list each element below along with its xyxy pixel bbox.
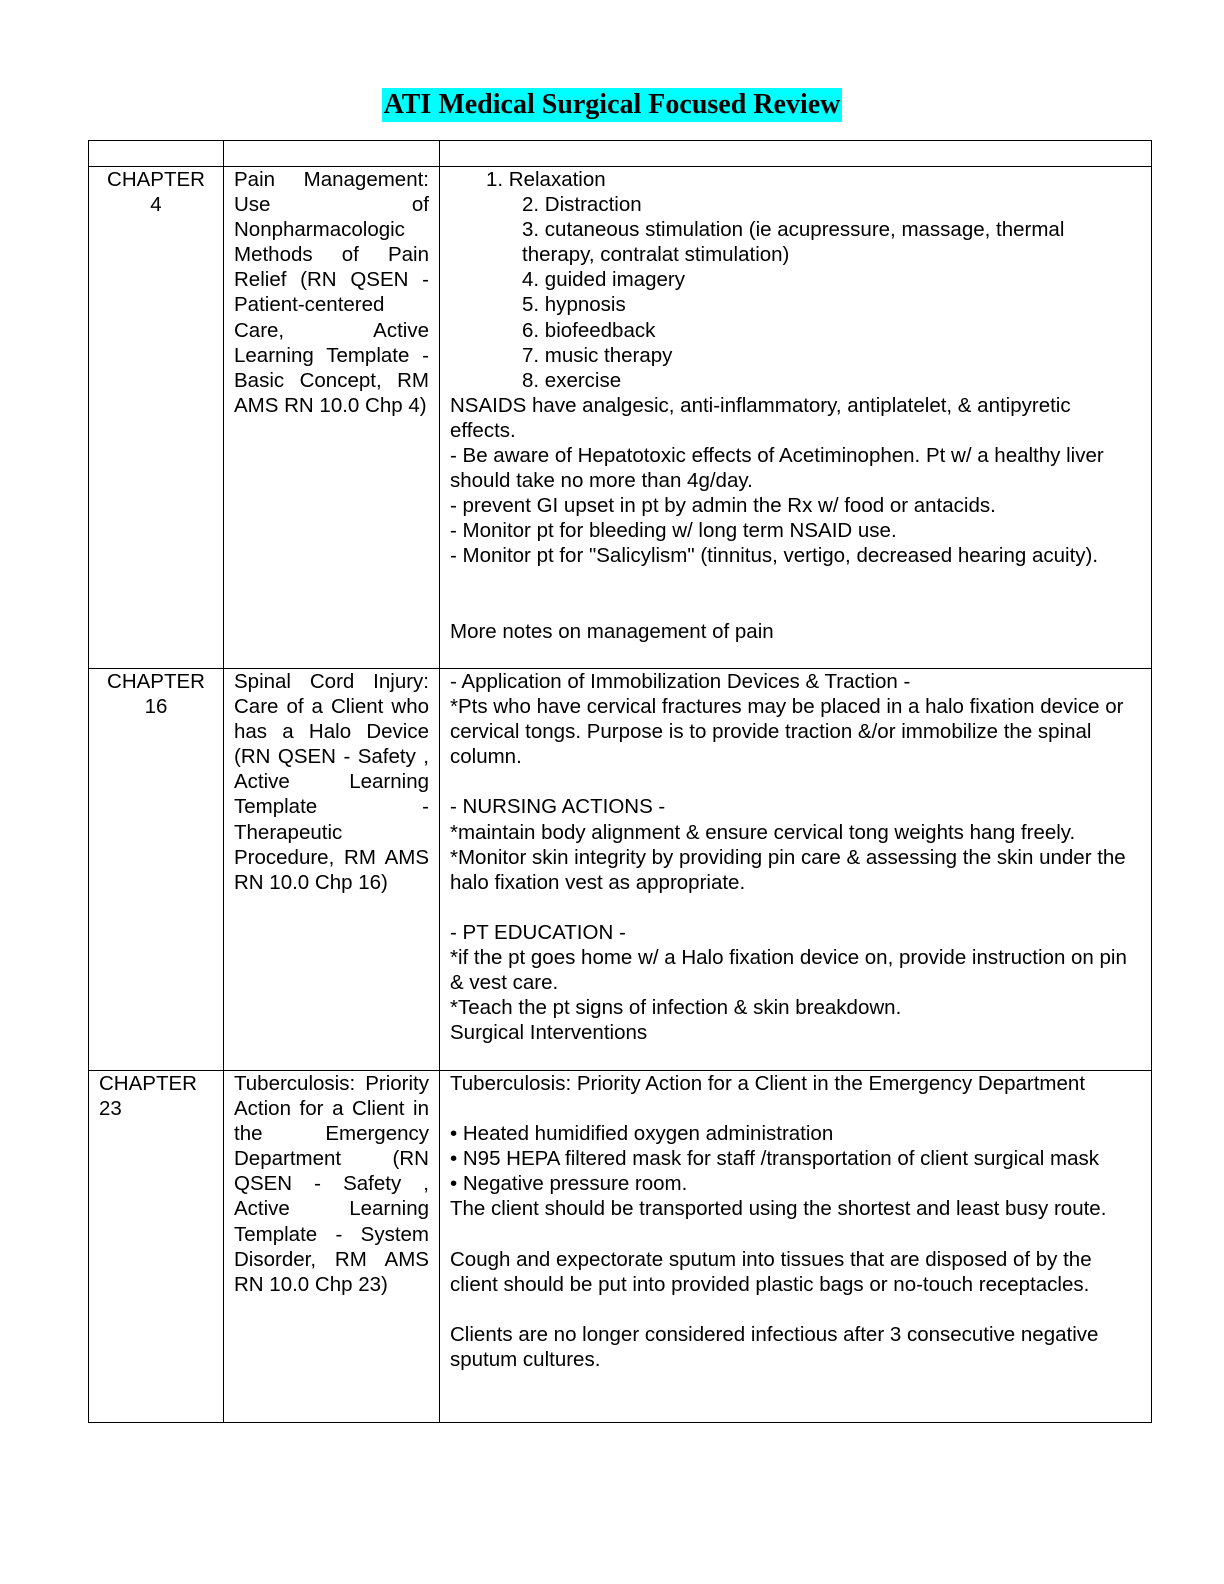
review-table (88, 140, 1152, 1423)
list-item: 7. music therapy (522, 343, 673, 367)
list-item: 1. Relaxation (486, 168, 606, 191)
bullet-item: • Negative pressure room. (450, 1172, 688, 1196)
list-item: 3. cutaneous stimulation (ie acupressure, massage, thermal therapy, contralat stimulation) (522, 218, 1065, 267)
chapter-cell (89, 167, 224, 669)
chapter-number: 16 (144, 695, 168, 719)
chapter-cell (89, 1071, 224, 1423)
notes-cell (440, 1071, 1152, 1423)
note-line: NSAIDS have analgesic, anti-inflammatory, antiplatelet, & antipyretic effects. (450, 393, 1071, 442)
note-footer: More notes on management of pain (450, 619, 774, 643)
note-line: - Monitor pt for bleeding w/ long term NSAID use. (450, 519, 897, 543)
spacer (450, 569, 1141, 619)
notes-cell (440, 669, 1152, 1071)
bullet-item: • N95 HEPA filtered mask for staff /transportation of client surgical mask (450, 1147, 1100, 1171)
topic-cell: Tuberculosis: Priority Action for a Client in the Emergency Department (RN QSEN - Safety , Active Learning Template - System Disorder, RM AMS RN 10.0 Chp 23) (224, 1071, 440, 1423)
title-wrap (0, 88, 1224, 122)
chapter-word: CHAPTER (107, 168, 205, 191)
note-line: The client should be transported using the shortest and least busy route. (450, 1197, 1107, 1221)
note-line: *Monitor skin integrity by providing pin care & assessing the skin under the halo fixation vest as appropriate. (450, 845, 1126, 894)
notes-cell (440, 167, 1152, 669)
chapter-number: 4 (150, 193, 162, 217)
spacer (450, 895, 1141, 920)
header-cell (224, 141, 440, 167)
spacer (450, 1222, 1141, 1247)
section-heading: Tuberculosis: Priority Action for a Client in the Emergency Department (450, 1072, 1086, 1095)
list-item: 8. exercise (522, 368, 622, 392)
bullet-item: • Heated humidified oxygen administration (450, 1122, 834, 1146)
note-line: Clients are no longer considered infectious after 3 consecutive negative sputum cultures. (450, 1322, 1099, 1372)
topic-cell: Spinal Cord Injury: Care of a Client who has a Halo Device (RN QSEN - Safety , Active Learning Template - Therapeutic Procedure, RM AMS RN 10.0 Chp 16) (224, 669, 440, 1071)
header-cell (440, 141, 1152, 167)
header-cell (89, 141, 224, 167)
chapter-word: CHAPTER (107, 670, 205, 693)
list-item: 4. guided imagery (522, 268, 685, 292)
section-heading: - PT EDUCATION - (450, 920, 626, 944)
spacer (450, 1297, 1141, 1322)
section-heading: - Application of Immobilization Devices & Traction - (450, 670, 911, 693)
table-row (89, 167, 1152, 669)
page-title: ATI Medical Surgical Focused Review (383, 89, 841, 120)
topic-cell: Pain Management: Use of Nonpharmacologic Methods of Pain Relief (RN QSEN - Patient-centered Care, Active Learning Template - Basic Concept, RM AMS RN 10.0 Chp 4) (224, 167, 440, 669)
section-heading: - NURSING ACTIONS - (450, 795, 666, 819)
list-item: 5. hypnosis (522, 293, 626, 317)
note-line: - prevent GI upset in pt by admin the Rx w/ food or antacids. (450, 494, 996, 518)
table-row (89, 669, 1152, 1071)
note-line: *maintain body alignment & ensure cervical tong weights hang freely. (450, 820, 1076, 844)
header-row (89, 141, 1152, 167)
nonpharm-list (450, 167, 1141, 393)
spacer (450, 769, 1141, 794)
note-line: *if the pt goes home w/ a Halo fixation device on, provide instruction on pin & vest care. (450, 946, 1127, 995)
list-item: 6. biofeedback (522, 318, 656, 342)
note-footer: Surgical Interventions (450, 1021, 648, 1045)
note-line: - Monitor pt for "Salicylism" (tinnitus, vertigo, decreased hearing acuity). (450, 544, 1099, 568)
note-line: - Be aware of Hepatotoxic effects of Acetiminophen. Pt w/ a healthy liver should take no more than 4g/day. (450, 444, 1104, 493)
note-line: *Teach the pt signs of infection & skin breakdown. (450, 996, 902, 1020)
chapter-number: 23 (99, 1097, 122, 1121)
note-line: Cough and expectorate sputum into tissues that are disposed of by the client should be put into provided plastic bags or no-touch receptacles. (450, 1247, 1092, 1296)
list-item: 2. Distraction (522, 193, 642, 217)
spacer (450, 1096, 1141, 1121)
note-line: *Pts who have cervical fractures may be placed in a halo fixation device or cervical tongs. Purpose is to provide traction &/or immobilize the spinal column. (450, 695, 1124, 769)
chapter-cell (89, 669, 224, 1071)
chapter-word: CHAPTER (99, 1072, 197, 1095)
table-row (89, 1071, 1152, 1423)
